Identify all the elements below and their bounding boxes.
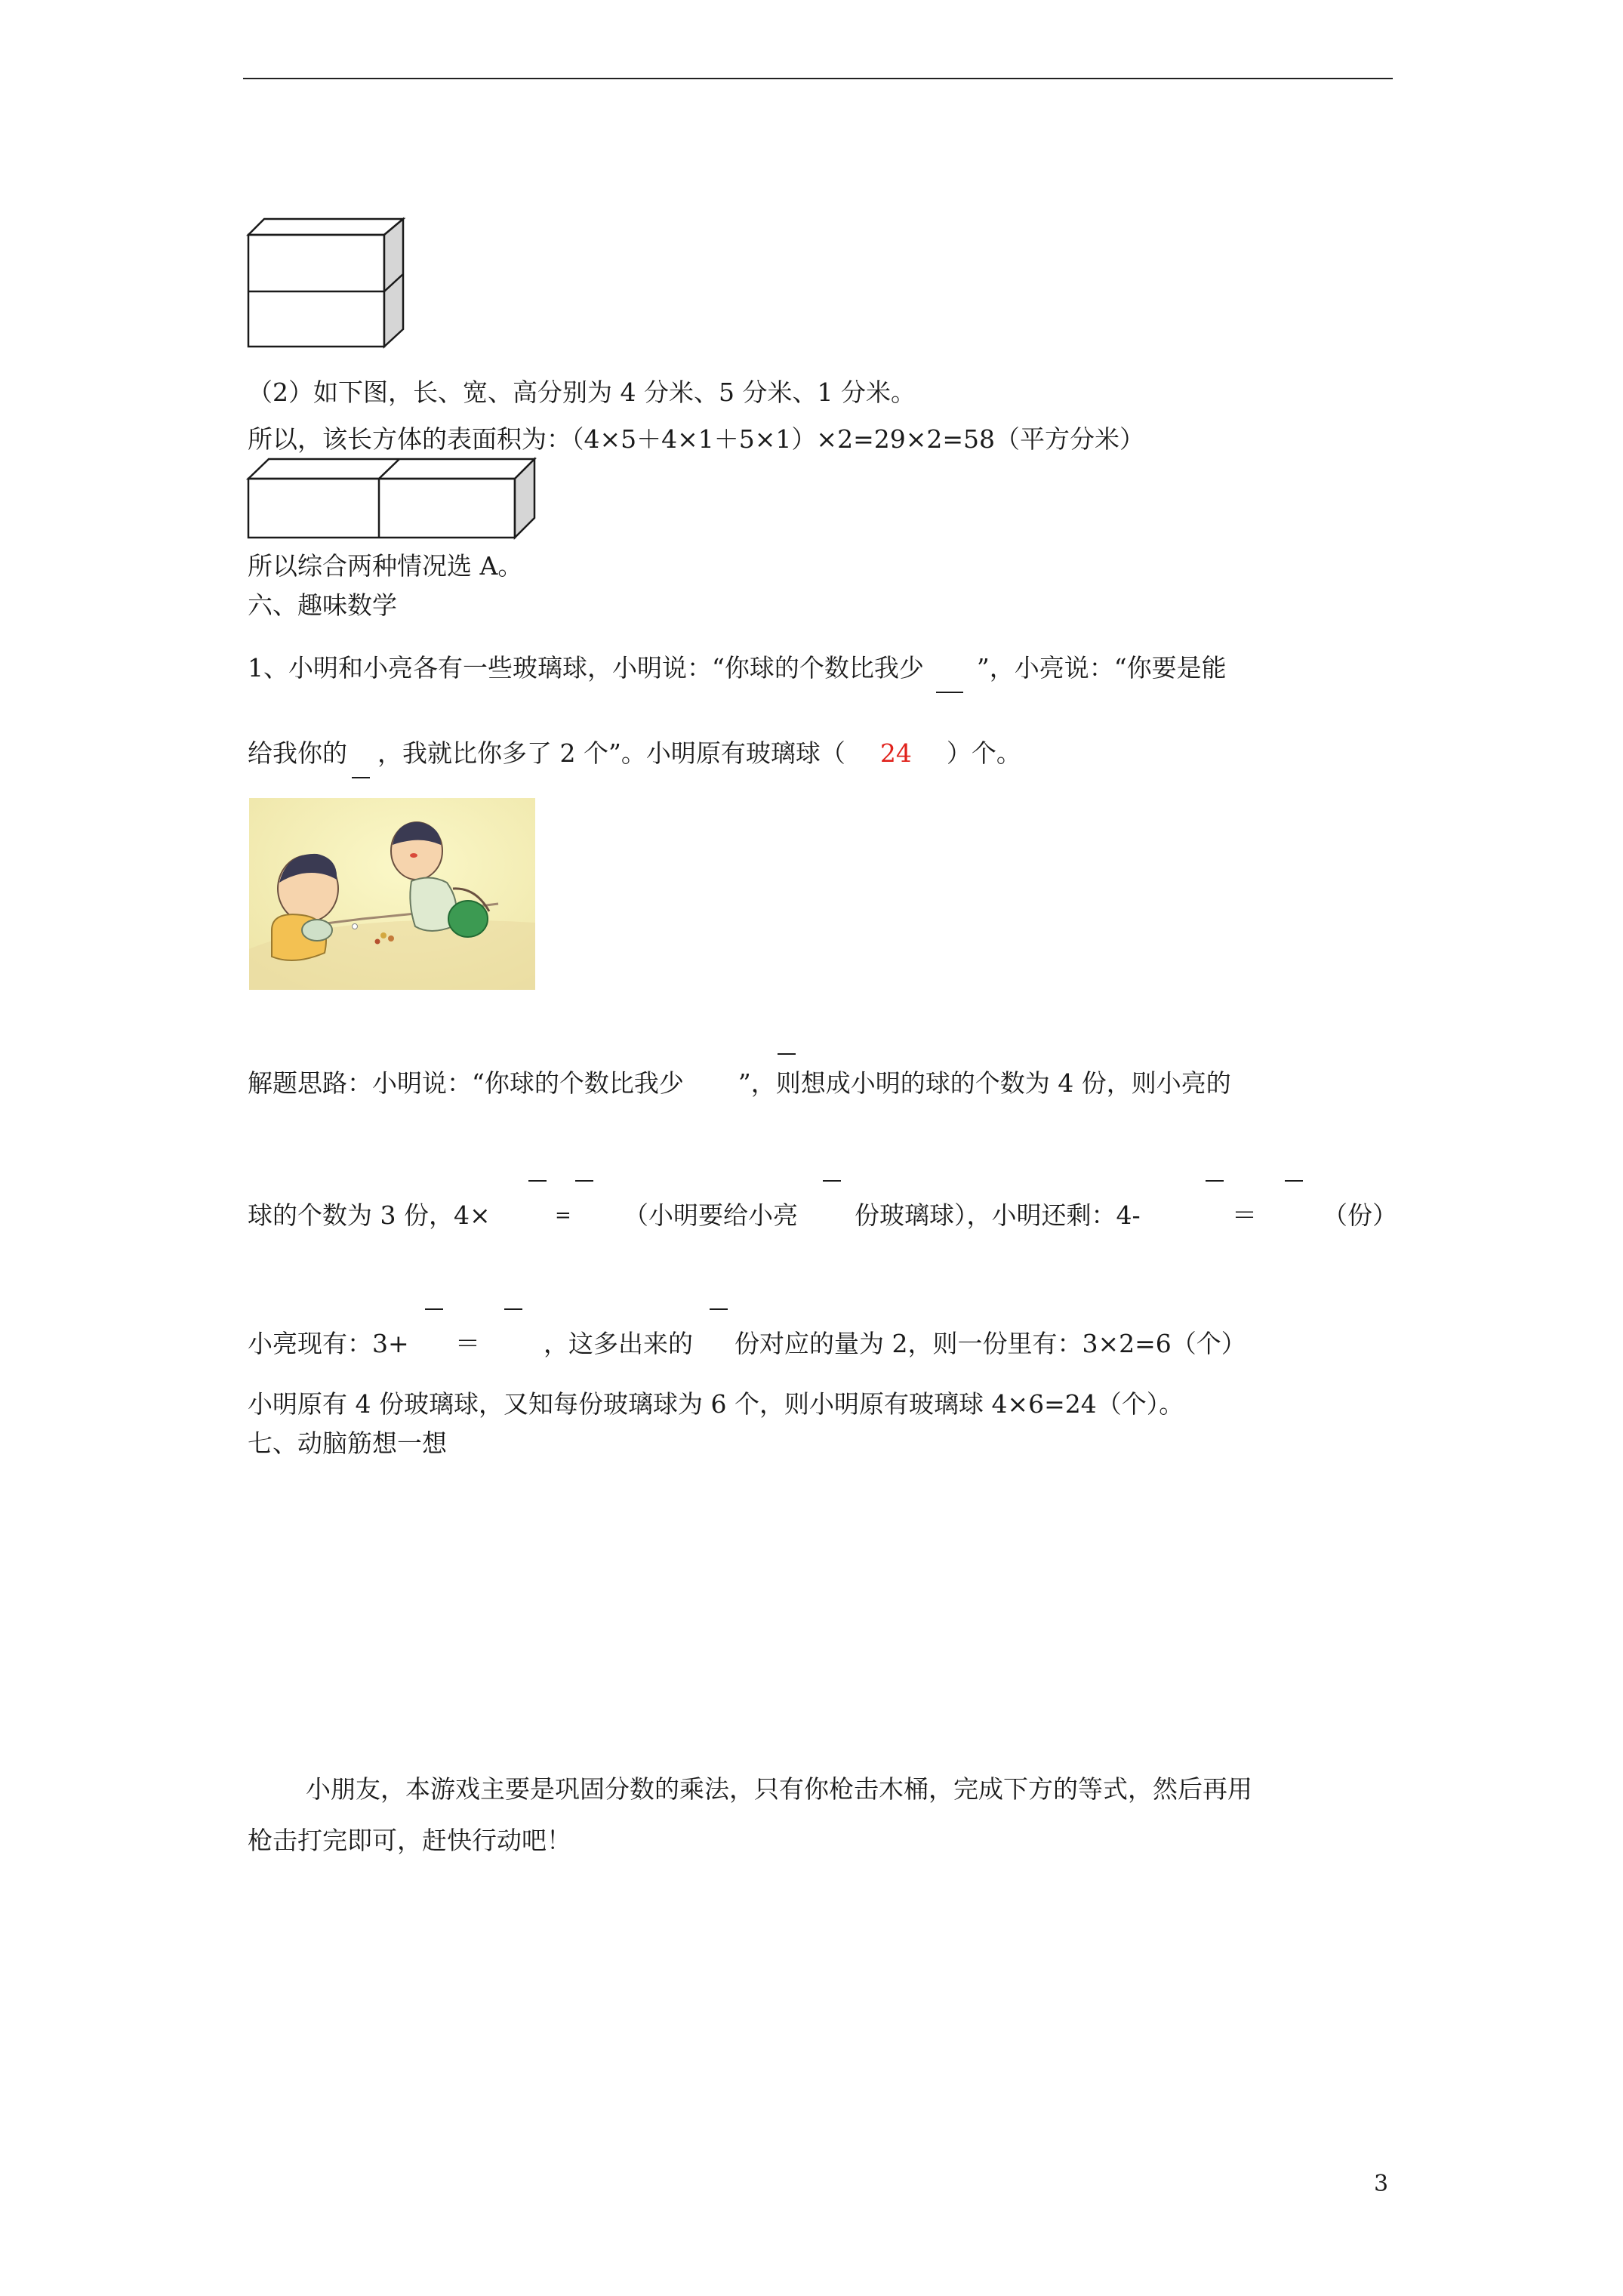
- fraction-bar: [504, 1308, 522, 1310]
- idea-line-2-c: 份玻璃球），小明还剩：4-: [855, 1200, 1141, 1230]
- idea-line-2-eq2: ＝: [1232, 1200, 1257, 1230]
- question-1-text-b: ”，小亮说：“你要是能: [976, 653, 1227, 683]
- idea-text-b: ”，则想成小明的球的个数为 4 份，则小亮的: [738, 1068, 1231, 1098]
- question-1-text-c: 给我你的: [248, 738, 347, 768]
- question-1-text-a: 1、小明和小亮各有一些玻璃球，小明说：“你球的个数比我少: [248, 653, 924, 683]
- question-1-line-1: [248, 653, 1227, 683]
- surface-area-line: 所以，该长方体的表面积为：（4×5＋4×1＋5×1）×2=29×2=58（平方分米）: [248, 424, 1144, 454]
- idea-line-3-eq: ＝: [455, 1329, 480, 1358]
- fraction-bar: [1285, 1180, 1303, 1182]
- page-number: 3: [1374, 2171, 1389, 2197]
- idea-line-2-a: 球的个数为 3 份，4×: [248, 1200, 491, 1230]
- question-1-line-2: [248, 738, 1021, 769]
- section-6-title: 六、趣味数学: [248, 590, 397, 620]
- section-7-title: 七、动脑筋想一想: [248, 1428, 447, 1458]
- fraction-bar: [1206, 1180, 1224, 1182]
- solution-line-2: （2）如下图，长、宽、高分别为 4 分米、5 分米、1 分米。: [248, 378, 916, 407]
- header-rule: [243, 78, 1393, 79]
- idea-line-2-b: （小明要给小亮: [624, 1200, 798, 1230]
- game-text-line-2: 枪击打完即可，赶快行动吧！: [248, 1826, 571, 1855]
- idea-line-4: 小明原有 4 份玻璃球，又知每份玻璃球为 6 个，则小明原有玻璃球 4×6=24（个）。: [248, 1389, 1184, 1419]
- answer-24: 24: [879, 738, 912, 768]
- idea-line-3-c: 份对应的量为 2，则一份里有：3×2=6（个）: [735, 1329, 1246, 1358]
- idea-line-2-d: （份）: [1323, 1200, 1397, 1230]
- stacked-cuboid-diagram: [246, 216, 408, 352]
- boys-playing-marbles-illustration: [249, 798, 535, 990]
- fraction-bar: [778, 1053, 796, 1055]
- idea-text-a: 解题思路：小明说：“你球的个数比我少: [248, 1068, 684, 1098]
- conclusion-line: 所以综合两种情况选 A。: [248, 551, 523, 581]
- fraction-bar: [823, 1180, 841, 1182]
- game-text-line-1: 小朋友，本游戏主要是巩固分数的乘法，只有你枪击木桶，完成下方的等式，然后再用: [306, 1774, 1252, 1804]
- idea-line-3-a: 小亮现有：3+: [248, 1329, 409, 1358]
- side-by-side-cuboid-diagram: [246, 456, 537, 541]
- idea-line-2-eq: =: [555, 1204, 571, 1227]
- fraction-bar: [425, 1308, 443, 1310]
- question-1-text-e: ）个。: [946, 738, 1021, 768]
- idea-line-3-b: ，这多出来的: [544, 1329, 693, 1358]
- idea-line-1: [248, 1068, 1231, 1099]
- fraction-bar: [575, 1180, 593, 1182]
- fraction-bar: [528, 1180, 547, 1182]
- fraction-bar: [710, 1308, 728, 1310]
- question-1-text-d: ，我就比你多了 2 个”。小明原有玻璃球（: [377, 738, 845, 768]
